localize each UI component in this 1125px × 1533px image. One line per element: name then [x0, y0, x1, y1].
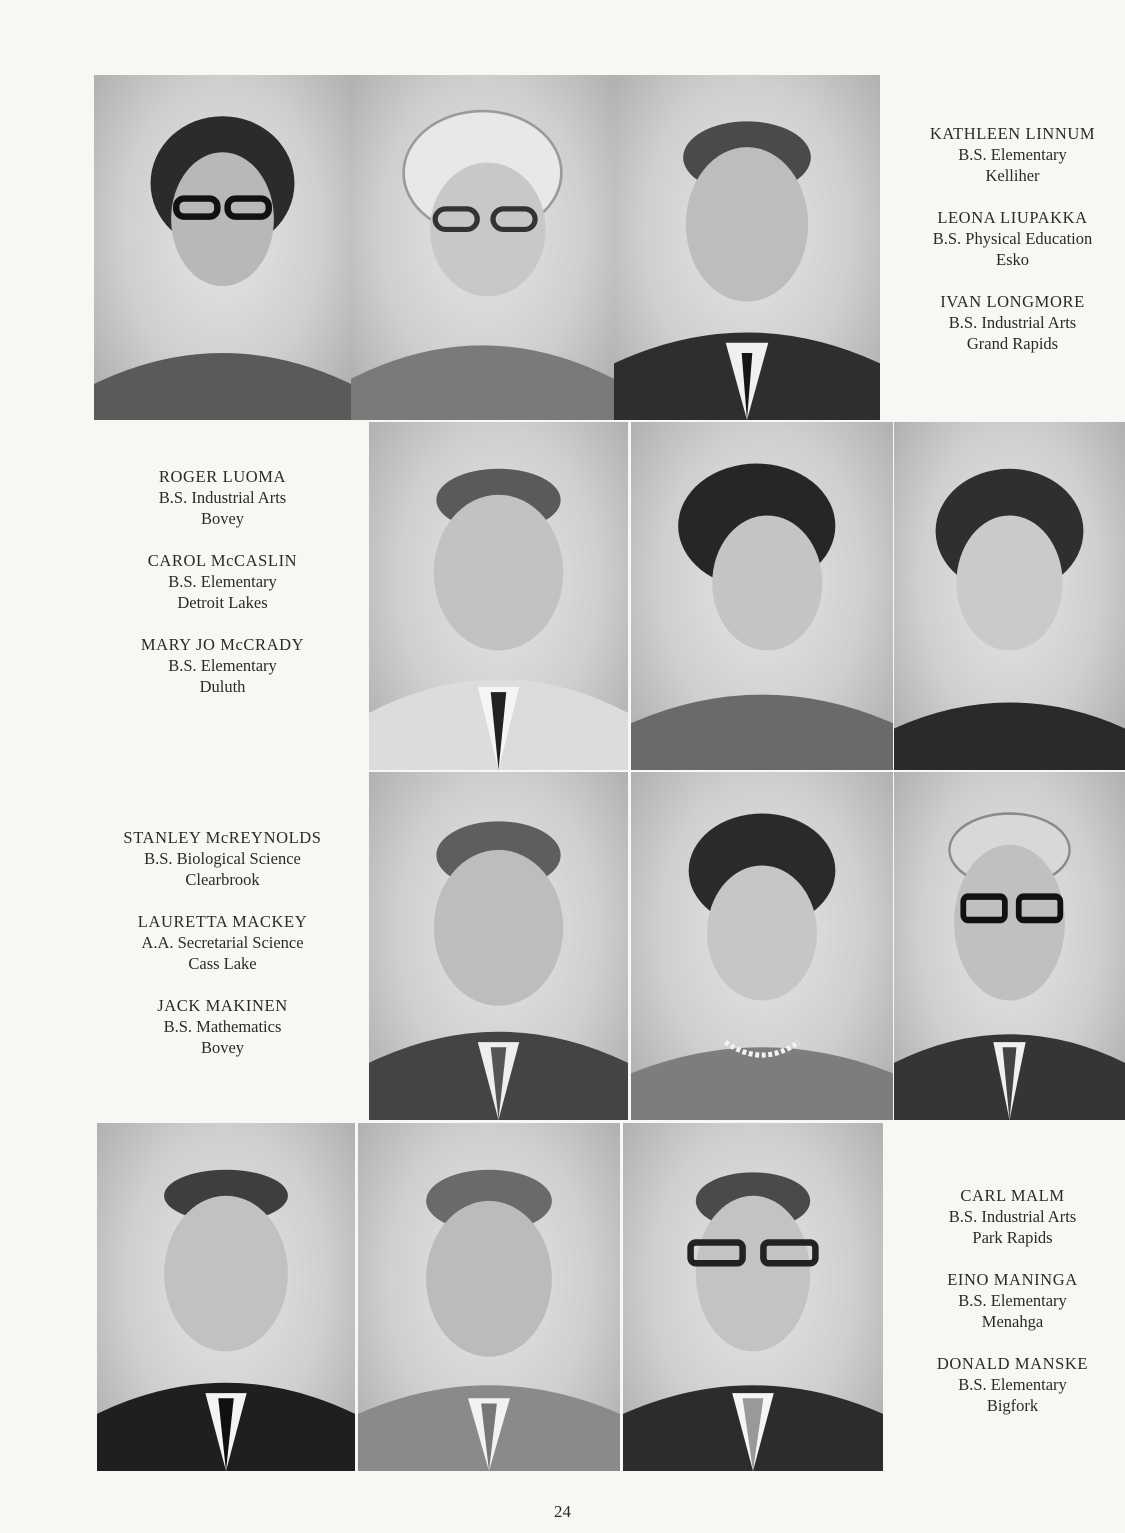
student-degree: B.S. Elementary: [168, 572, 277, 591]
portrait-photo: [358, 1123, 620, 1471]
student-name: LAURETTA MACKEY: [137, 912, 308, 931]
student-degree: B.S. Mathematics: [163, 1017, 282, 1036]
student-hometown: Bovey: [200, 1038, 245, 1057]
student-name: IVAN LONGMORE: [940, 292, 1085, 311]
student-name: CARL MALM: [960, 1186, 1065, 1205]
caption-block: [100, 827, 345, 1079]
student-degree: B.S. Industrial Arts: [948, 1207, 1077, 1226]
student-entry: [905, 207, 1120, 270]
student-entry: [100, 911, 345, 974]
student-hometown: Park Rapids: [972, 1228, 1053, 1247]
student-degree: B.S. Physical Education: [932, 229, 1093, 248]
student-entry: [110, 466, 335, 529]
student-entry: [100, 995, 345, 1058]
student-hometown: Grand Rapids: [966, 334, 1059, 353]
student-degree: A.A. Secretarial Science: [141, 933, 304, 952]
student-entry: [905, 291, 1120, 354]
portrait-photo: [614, 75, 880, 420]
student-name: EINO MANINGA: [947, 1270, 1078, 1289]
student-degree: B.S. Elementary: [958, 1375, 1067, 1394]
portrait-photo: [894, 772, 1125, 1120]
student-entry: [905, 1269, 1120, 1332]
student-degree: B.S. Elementary: [958, 1291, 1067, 1310]
portrait-photo: [369, 422, 628, 770]
student-name: MARY JO McCRADY: [140, 635, 305, 654]
caption-block: [905, 1185, 1120, 1437]
portrait-photo: [623, 1123, 883, 1471]
student-name: STANLEY McREYNOLDS: [123, 828, 322, 847]
portrait-photo: [369, 772, 628, 1120]
student-degree: B.S. Industrial Arts: [948, 313, 1077, 332]
student-degree: B.S. Biological Science: [144, 849, 301, 868]
student-entry: [905, 1353, 1120, 1416]
student-hometown: Clearbrook: [185, 870, 260, 889]
student-entry: [100, 827, 345, 890]
student-hometown: Kelliher: [985, 166, 1040, 185]
student-entry: [110, 550, 335, 613]
portrait-photo: [94, 75, 351, 420]
student-hometown: Bigfork: [986, 1396, 1039, 1415]
student-hometown: Duluth: [199, 677, 246, 696]
student-name: LEONA LIUPAKKA: [937, 208, 1088, 227]
student-hometown: Bovey: [200, 509, 245, 528]
student-hometown: Cass Lake: [188, 954, 257, 973]
portrait-photo: [894, 422, 1125, 770]
portrait-photo: [631, 422, 893, 770]
portrait-photo: [97, 1123, 355, 1471]
student-name: CAROL McCASLIN: [147, 551, 298, 570]
student-name: KATHLEEN LINNUM: [929, 124, 1096, 143]
student-hometown: Esko: [996, 250, 1029, 269]
student-hometown: Menahga: [981, 1312, 1044, 1331]
caption-block: [110, 466, 335, 718]
student-degree: B.S. Elementary: [958, 145, 1067, 164]
page-number: 24: [554, 1502, 571, 1521]
student-degree: B.S. Elementary: [168, 656, 277, 675]
student-entry: [110, 634, 335, 697]
student-degree: B.S. Industrial Arts: [158, 488, 287, 507]
student-entry: [905, 1185, 1120, 1248]
student-name: ROGER LUOMA: [158, 467, 287, 486]
portrait-photo: [351, 75, 614, 420]
caption-block: [905, 123, 1120, 375]
student-entry: [905, 123, 1120, 186]
student-name: DONALD MANSKE: [936, 1354, 1089, 1373]
student-name: JACK MAKINEN: [157, 996, 288, 1015]
portrait-photo: [631, 772, 893, 1120]
student-hometown: Detroit Lakes: [177, 593, 268, 612]
